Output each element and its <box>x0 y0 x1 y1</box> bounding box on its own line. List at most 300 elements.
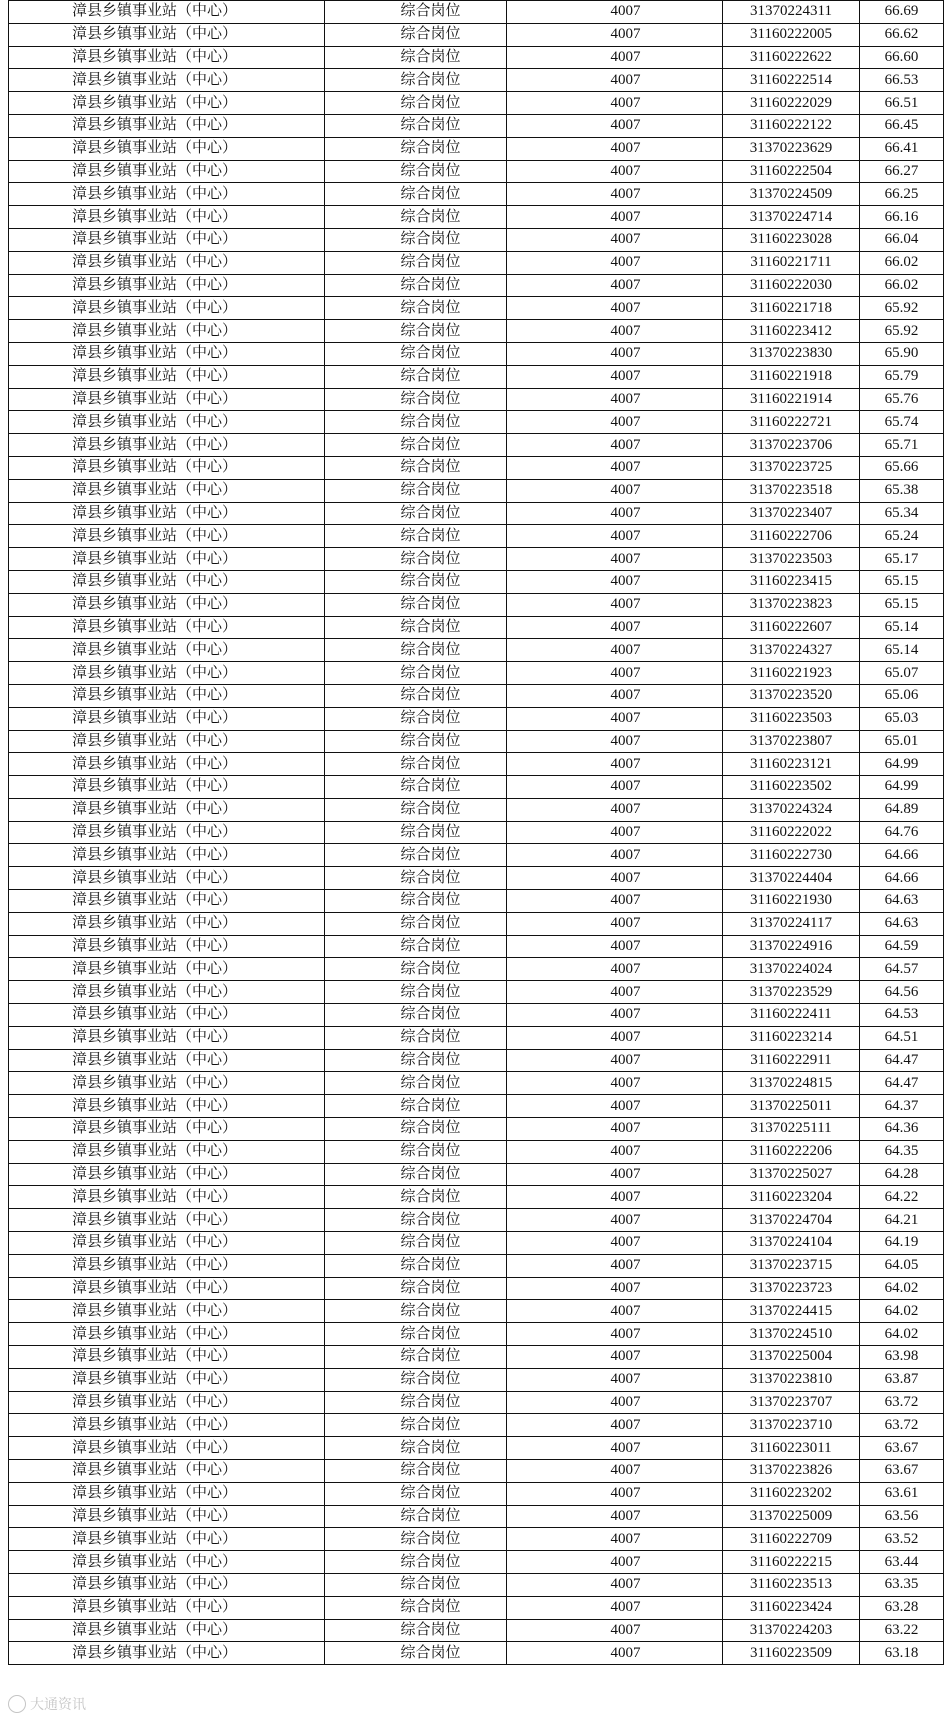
score-cell: 65.06 <box>860 684 944 707</box>
post-code-cell: 4007 <box>507 411 723 434</box>
post-code-cell: 4007 <box>507 388 723 411</box>
post-code-cell: 4007 <box>507 1186 723 1209</box>
post-name-cell: 综合岗位 <box>325 1528 507 1551</box>
unit-name-cell: 漳县乡镇事业站（中心） <box>9 639 325 662</box>
unit-name-cell: 漳县乡镇事业站（中心） <box>9 92 325 115</box>
ticket-number-cell: 31370223723 <box>723 1277 860 1300</box>
post-code-cell: 4007 <box>507 730 723 753</box>
post-code-cell: 4007 <box>507 251 723 274</box>
post-name-cell: 综合岗位 <box>325 46 507 69</box>
score-cell: 66.16 <box>860 206 944 229</box>
table-row <box>9 320 944 343</box>
ticket-number-cell: 31370225027 <box>723 1163 860 1186</box>
unit-name-cell: 漳县乡镇事业站（中心） <box>9 935 325 958</box>
unit-name-cell: 漳县乡镇事业站（中心） <box>9 798 325 821</box>
unit-name-cell: 漳县乡镇事业站（中心） <box>9 23 325 46</box>
post-name-cell: 综合岗位 <box>325 1232 507 1255</box>
post-code-cell: 4007 <box>507 525 723 548</box>
table-row <box>9 1277 944 1300</box>
ticket-number-cell: 31370223823 <box>723 593 860 616</box>
table-row <box>9 1163 944 1186</box>
post-name-cell: 综合岗位 <box>325 1460 507 1483</box>
post-code-cell: 4007 <box>507 1391 723 1414</box>
table-row <box>9 1619 944 1642</box>
post-code-cell: 4007 <box>507 1573 723 1596</box>
ticket-number-cell: 31160222514 <box>723 69 860 92</box>
unit-name-cell: 漳县乡镇事业站（中心） <box>9 434 325 457</box>
score-cell: 65.38 <box>860 479 944 502</box>
score-cell: 64.02 <box>860 1277 944 1300</box>
post-code-cell: 4007 <box>507 776 723 799</box>
unit-name-cell: 漳县乡镇事业站（中心） <box>9 1414 325 1437</box>
post-name-cell: 综合岗位 <box>325 1619 507 1642</box>
table-row <box>9 684 944 707</box>
post-code-cell: 4007 <box>507 1505 723 1528</box>
table-row <box>9 730 944 753</box>
post-name-cell: 综合岗位 <box>325 821 507 844</box>
table-row <box>9 662 944 685</box>
table-row <box>9 753 944 776</box>
ticket-number-cell: 31160223204 <box>723 1186 860 1209</box>
unit-name-cell: 漳县乡镇事业站（中心） <box>9 753 325 776</box>
ticket-number-cell: 31160223214 <box>723 1026 860 1049</box>
unit-name-cell: 漳县乡镇事业站（中心） <box>9 1140 325 1163</box>
ticket-number-cell: 31160221914 <box>723 388 860 411</box>
post-name-cell: 综合岗位 <box>325 776 507 799</box>
post-code-cell: 4007 <box>507 1642 723 1665</box>
post-code-cell: 4007 <box>507 639 723 662</box>
table-row <box>9 1049 944 1072</box>
post-name-cell: 综合岗位 <box>325 411 507 434</box>
table-row <box>9 1026 944 1049</box>
unit-name-cell: 漳县乡镇事业站（中心） <box>9 912 325 935</box>
score-cell: 63.67 <box>860 1437 944 1460</box>
unit-name-cell: 漳县乡镇事业站（中心） <box>9 616 325 639</box>
ticket-number-cell: 31160222721 <box>723 411 860 434</box>
post-code-cell: 4007 <box>507 1460 723 1483</box>
post-code-cell: 4007 <box>507 502 723 525</box>
unit-name-cell: 漳县乡镇事业站（中心） <box>9 183 325 206</box>
post-code-cell: 4007 <box>507 1346 723 1369</box>
unit-name-cell: 漳县乡镇事业站（中心） <box>9 1186 325 1209</box>
post-code-cell: 4007 <box>507 1414 723 1437</box>
table-row <box>9 1528 944 1551</box>
post-code-cell: 4007 <box>507 1232 723 1255</box>
unit-name-cell: 漳县乡镇事业站（中心） <box>9 1642 325 1665</box>
score-cell: 63.56 <box>860 1505 944 1528</box>
score-cell: 65.14 <box>860 616 944 639</box>
post-name-cell: 综合岗位 <box>325 707 507 730</box>
post-name-cell: 综合岗位 <box>325 616 507 639</box>
post-code-cell: 4007 <box>507 867 723 890</box>
table-row <box>9 1232 944 1255</box>
ticket-number-cell: 31370223725 <box>723 456 860 479</box>
post-name-cell: 综合岗位 <box>325 958 507 981</box>
ticket-number-cell: 31160221918 <box>723 365 860 388</box>
ticket-number-cell: 31370224704 <box>723 1209 860 1232</box>
table-row <box>9 160 944 183</box>
score-cell: 65.15 <box>860 570 944 593</box>
ticket-number-cell: 31370224324 <box>723 798 860 821</box>
table-row <box>9 342 944 365</box>
table-row <box>9 1004 944 1027</box>
unit-name-cell: 漳县乡镇事业站（中心） <box>9 570 325 593</box>
ticket-number-cell: 31370223503 <box>723 548 860 571</box>
post-code-cell: 4007 <box>507 844 723 867</box>
unit-name-cell: 漳县乡镇事业站（中心） <box>9 274 325 297</box>
post-code-cell: 4007 <box>507 1118 723 1141</box>
results-table-body <box>9 1 944 1665</box>
ticket-number-cell: 31160222030 <box>723 274 860 297</box>
score-cell: 66.02 <box>860 274 944 297</box>
post-name-cell: 综合岗位 <box>325 342 507 365</box>
post-name-cell: 综合岗位 <box>325 1186 507 1209</box>
ticket-number-cell: 31160222709 <box>723 1528 860 1551</box>
unit-name-cell: 漳县乡镇事业站（中心） <box>9 684 325 707</box>
ticket-number-cell: 31370225111 <box>723 1118 860 1141</box>
unit-name-cell: 漳县乡镇事业站（中心） <box>9 1232 325 1255</box>
ticket-number-cell: 31370223407 <box>723 502 860 525</box>
score-cell: 65.34 <box>860 502 944 525</box>
unit-name-cell: 漳县乡镇事业站（中心） <box>9 411 325 434</box>
ticket-number-cell: 31160222122 <box>723 114 860 137</box>
score-cell: 65.15 <box>860 593 944 616</box>
post-name-cell: 综合岗位 <box>325 388 507 411</box>
ticket-number-cell: 31160223503 <box>723 707 860 730</box>
table-row <box>9 1482 944 1505</box>
unit-name-cell: 漳县乡镇事业站（中心） <box>9 1482 325 1505</box>
ticket-number-cell: 31160222005 <box>723 23 860 46</box>
post-name-cell: 综合岗位 <box>325 1209 507 1232</box>
unit-name-cell: 漳县乡镇事业站（中心） <box>9 662 325 685</box>
post-code-cell: 4007 <box>507 297 723 320</box>
unit-name-cell: 漳县乡镇事业站（中心） <box>9 1460 325 1483</box>
post-code-cell: 4007 <box>507 570 723 593</box>
table-row <box>9 206 944 229</box>
ticket-number-cell: 31370225009 <box>723 1505 860 1528</box>
post-name-cell: 综合岗位 <box>325 525 507 548</box>
ticket-number-cell: 31370223706 <box>723 434 860 457</box>
post-name-cell: 综合岗位 <box>325 981 507 1004</box>
results-table <box>8 0 944 1665</box>
watermark <box>8 1694 86 1714</box>
unit-name-cell: 漳县乡镇事业站（中心） <box>9 981 325 1004</box>
table-row <box>9 434 944 457</box>
unit-name-cell: 漳县乡镇事业站（中心） <box>9 525 325 548</box>
score-cell: 64.59 <box>860 935 944 958</box>
post-name-cell: 综合岗位 <box>325 456 507 479</box>
post-code-cell: 4007 <box>507 320 723 343</box>
table-row <box>9 137 944 160</box>
post-code-cell: 4007 <box>507 798 723 821</box>
table-row <box>9 981 944 1004</box>
score-cell: 64.63 <box>860 890 944 913</box>
score-cell: 63.28 <box>860 1596 944 1619</box>
ticket-number-cell: 31160222022 <box>723 821 860 844</box>
table-row <box>9 1596 944 1619</box>
score-cell: 64.28 <box>860 1163 944 1186</box>
post-code-cell: 4007 <box>507 92 723 115</box>
table-row <box>9 844 944 867</box>
post-code-cell: 4007 <box>507 1551 723 1574</box>
unit-name-cell: 漳县乡镇事业站（中心） <box>9 707 325 730</box>
unit-name-cell: 漳县乡镇事业站（中心） <box>9 320 325 343</box>
score-cell: 63.98 <box>860 1346 944 1369</box>
post-code-cell: 4007 <box>507 342 723 365</box>
ticket-number-cell: 31160222607 <box>723 616 860 639</box>
post-name-cell: 综合岗位 <box>325 844 507 867</box>
score-cell: 66.02 <box>860 251 944 274</box>
table-row <box>9 479 944 502</box>
post-name-cell: 综合岗位 <box>325 69 507 92</box>
post-code-cell: 4007 <box>507 958 723 981</box>
post-code-cell: 4007 <box>507 1368 723 1391</box>
unit-name-cell: 漳县乡镇事业站（中心） <box>9 1368 325 1391</box>
unit-name-cell: 漳县乡镇事业站（中心） <box>9 958 325 981</box>
unit-name-cell: 漳县乡镇事业站（中心） <box>9 1163 325 1186</box>
table-row <box>9 912 944 935</box>
table-row <box>9 798 944 821</box>
unit-name-cell: 漳县乡镇事业站（中心） <box>9 46 325 69</box>
unit-name-cell: 漳县乡镇事业站（中心） <box>9 137 325 160</box>
post-code-cell: 4007 <box>507 1619 723 1642</box>
table-row <box>9 1346 944 1369</box>
table-row <box>9 1140 944 1163</box>
score-cell: 64.47 <box>860 1049 944 1072</box>
ticket-number-cell: 31160222029 <box>723 92 860 115</box>
post-code-cell: 4007 <box>507 1049 723 1072</box>
table-row <box>9 707 944 730</box>
score-cell: 65.71 <box>860 434 944 457</box>
score-cell: 64.47 <box>860 1072 944 1095</box>
table-row <box>9 1505 944 1528</box>
ticket-number-cell: 31160223502 <box>723 776 860 799</box>
table-row <box>9 890 944 913</box>
post-code-cell: 4007 <box>507 1140 723 1163</box>
unit-name-cell: 漳县乡镇事业站（中心） <box>9 1391 325 1414</box>
score-cell: 64.37 <box>860 1095 944 1118</box>
unit-name-cell: 漳县乡镇事业站（中心） <box>9 821 325 844</box>
score-cell: 64.63 <box>860 912 944 935</box>
post-name-cell: 综合岗位 <box>325 570 507 593</box>
unit-name-cell: 漳县乡镇事业站（中心） <box>9 228 325 251</box>
unit-name-cell: 漳县乡镇事业站（中心） <box>9 1528 325 1551</box>
table-row <box>9 867 944 890</box>
post-code-cell: 4007 <box>507 160 723 183</box>
unit-name-cell: 漳县乡镇事业站（中心） <box>9 1072 325 1095</box>
ticket-number-cell: 31370224104 <box>723 1232 860 1255</box>
ticket-number-cell: 31370224117 <box>723 912 860 935</box>
unit-name-cell: 漳县乡镇事业站（中心） <box>9 1551 325 1574</box>
table-row <box>9 1573 944 1596</box>
post-code-cell: 4007 <box>507 46 723 69</box>
table-row <box>9 297 944 320</box>
post-name-cell: 综合岗位 <box>325 114 507 137</box>
ticket-number-cell: 31370223710 <box>723 1414 860 1437</box>
ticket-number-cell: 31370224024 <box>723 958 860 981</box>
score-cell: 65.03 <box>860 707 944 730</box>
post-name-cell: 综合岗位 <box>325 320 507 343</box>
score-cell: 64.99 <box>860 753 944 776</box>
ticket-number-cell: 31160223509 <box>723 1642 860 1665</box>
ticket-number-cell: 31370224714 <box>723 206 860 229</box>
post-name-cell: 综合岗位 <box>325 730 507 753</box>
post-code-cell: 4007 <box>507 593 723 616</box>
unit-name-cell: 漳县乡镇事业站（中心） <box>9 1573 325 1596</box>
table-row <box>9 616 944 639</box>
post-code-cell: 4007 <box>507 1482 723 1505</box>
unit-name-cell: 漳县乡镇事业站（中心） <box>9 502 325 525</box>
ticket-number-cell: 31160223011 <box>723 1437 860 1460</box>
score-cell: 64.66 <box>860 844 944 867</box>
score-cell: 64.76 <box>860 821 944 844</box>
post-name-cell: 综合岗位 <box>325 753 507 776</box>
post-name-cell: 综合岗位 <box>325 1642 507 1665</box>
table-row <box>9 1186 944 1209</box>
post-code-cell: 4007 <box>507 1163 723 1186</box>
post-code-cell: 4007 <box>507 69 723 92</box>
post-name-cell: 综合岗位 <box>325 365 507 388</box>
unit-name-cell: 漳县乡镇事业站（中心） <box>9 1209 325 1232</box>
post-code-cell: 4007 <box>507 183 723 206</box>
ticket-number-cell: 31370224311 <box>723 1 860 24</box>
post-name-cell: 综合岗位 <box>325 434 507 457</box>
post-code-cell: 4007 <box>507 1596 723 1619</box>
ticket-number-cell: 31370224327 <box>723 639 860 662</box>
score-cell: 66.60 <box>860 46 944 69</box>
post-code-cell: 4007 <box>507 479 723 502</box>
ticket-number-cell: 31370224815 <box>723 1072 860 1095</box>
unit-name-cell: 漳县乡镇事业站（中心） <box>9 1049 325 1072</box>
unit-name-cell: 漳县乡镇事业站（中心） <box>9 479 325 502</box>
post-name-cell: 综合岗位 <box>325 1163 507 1186</box>
ticket-number-cell: 31370224509 <box>723 183 860 206</box>
unit-name-cell: 漳县乡镇事业站（中心） <box>9 730 325 753</box>
post-code-cell: 4007 <box>507 1300 723 1323</box>
score-cell: 63.52 <box>860 1528 944 1551</box>
table-row <box>9 228 944 251</box>
post-name-cell: 综合岗位 <box>325 1049 507 1072</box>
score-cell: 66.25 <box>860 183 944 206</box>
post-name-cell: 综合岗位 <box>325 1 507 24</box>
post-code-cell: 4007 <box>507 1437 723 1460</box>
post-name-cell: 综合岗位 <box>325 502 507 525</box>
table-row <box>9 1254 944 1277</box>
score-cell: 64.21 <box>860 1209 944 1232</box>
ticket-number-cell: 31370223830 <box>723 342 860 365</box>
ticket-number-cell: 31370223707 <box>723 1391 860 1414</box>
score-cell: 65.76 <box>860 388 944 411</box>
unit-name-cell: 漳县乡镇事业站（中心） <box>9 114 325 137</box>
score-cell: 64.99 <box>860 776 944 799</box>
unit-name-cell: 漳县乡镇事业站（中心） <box>9 365 325 388</box>
score-cell: 64.53 <box>860 1004 944 1027</box>
table-row <box>9 958 944 981</box>
score-cell: 64.36 <box>860 1118 944 1141</box>
unit-name-cell: 漳县乡镇事业站（中心） <box>9 844 325 867</box>
ticket-number-cell: 31370224916 <box>723 935 860 958</box>
unit-name-cell: 漳县乡镇事业站（中心） <box>9 1004 325 1027</box>
unit-name-cell: 漳县乡镇事业站（中心） <box>9 206 325 229</box>
table-row <box>9 183 944 206</box>
table-row <box>9 1118 944 1141</box>
table-row <box>9 456 944 479</box>
post-name-cell: 综合岗位 <box>325 92 507 115</box>
ticket-number-cell: 31370225004 <box>723 1346 860 1369</box>
post-code-cell: 4007 <box>507 434 723 457</box>
post-code-cell: 4007 <box>507 707 723 730</box>
unit-name-cell: 漳县乡镇事业站（中心） <box>9 1619 325 1642</box>
post-name-cell: 综合岗位 <box>325 137 507 160</box>
score-cell: 65.14 <box>860 639 944 662</box>
post-name-cell: 综合岗位 <box>325 662 507 685</box>
ticket-number-cell: 31160222206 <box>723 1140 860 1163</box>
score-cell: 64.51 <box>860 1026 944 1049</box>
post-name-cell: 综合岗位 <box>325 23 507 46</box>
ticket-number-cell: 31370223629 <box>723 137 860 160</box>
ticket-number-cell: 31160223412 <box>723 320 860 343</box>
unit-name-cell: 漳县乡镇事业站（中心） <box>9 867 325 890</box>
post-code-cell: 4007 <box>507 23 723 46</box>
table-row <box>9 1072 944 1095</box>
table-row <box>9 935 944 958</box>
ticket-number-cell: 31160223121 <box>723 753 860 776</box>
post-name-cell: 综合岗位 <box>325 274 507 297</box>
score-cell: 64.56 <box>860 981 944 1004</box>
ticket-number-cell: 31160221930 <box>723 890 860 913</box>
table-row <box>9 525 944 548</box>
table-row <box>9 821 944 844</box>
post-code-cell: 4007 <box>507 1254 723 1277</box>
score-cell: 66.27 <box>860 160 944 183</box>
score-cell: 63.61 <box>860 1482 944 1505</box>
ticket-number-cell: 31160221923 <box>723 662 860 685</box>
score-cell: 64.19 <box>860 1232 944 1255</box>
post-code-cell: 4007 <box>507 890 723 913</box>
unit-name-cell: 漳县乡镇事业站（中心） <box>9 251 325 274</box>
ticket-number-cell: 31370225011 <box>723 1095 860 1118</box>
post-code-cell: 4007 <box>507 137 723 160</box>
table-row <box>9 548 944 571</box>
post-name-cell: 综合岗位 <box>325 1414 507 1437</box>
post-name-cell: 综合岗位 <box>325 1482 507 1505</box>
post-code-cell: 4007 <box>507 114 723 137</box>
unit-name-cell: 漳县乡镇事业站（中心） <box>9 1254 325 1277</box>
post-name-cell: 综合岗位 <box>325 548 507 571</box>
post-code-cell: 4007 <box>507 228 723 251</box>
score-cell: 66.51 <box>860 92 944 115</box>
ticket-number-cell: 31160222215 <box>723 1551 860 1574</box>
unit-name-cell: 漳县乡镇事业站（中心） <box>9 1277 325 1300</box>
ticket-number-cell: 31160222730 <box>723 844 860 867</box>
ticket-number-cell: 31370223810 <box>723 1368 860 1391</box>
score-cell: 64.57 <box>860 958 944 981</box>
unit-name-cell: 漳县乡镇事业站（中心） <box>9 1346 325 1369</box>
post-code-cell: 4007 <box>507 821 723 844</box>
post-name-cell: 综合岗位 <box>325 1140 507 1163</box>
post-name-cell: 综合岗位 <box>325 251 507 274</box>
watermark-text: 大通资讯 <box>30 1697 86 1713</box>
table-row <box>9 570 944 593</box>
post-name-cell: 综合岗位 <box>325 160 507 183</box>
ticket-number-cell: 31160223424 <box>723 1596 860 1619</box>
score-cell: 65.17 <box>860 548 944 571</box>
table-row <box>9 251 944 274</box>
table-row <box>9 46 944 69</box>
score-cell: 64.05 <box>860 1254 944 1277</box>
score-cell: 66.41 <box>860 137 944 160</box>
post-name-cell: 综合岗位 <box>325 1596 507 1619</box>
